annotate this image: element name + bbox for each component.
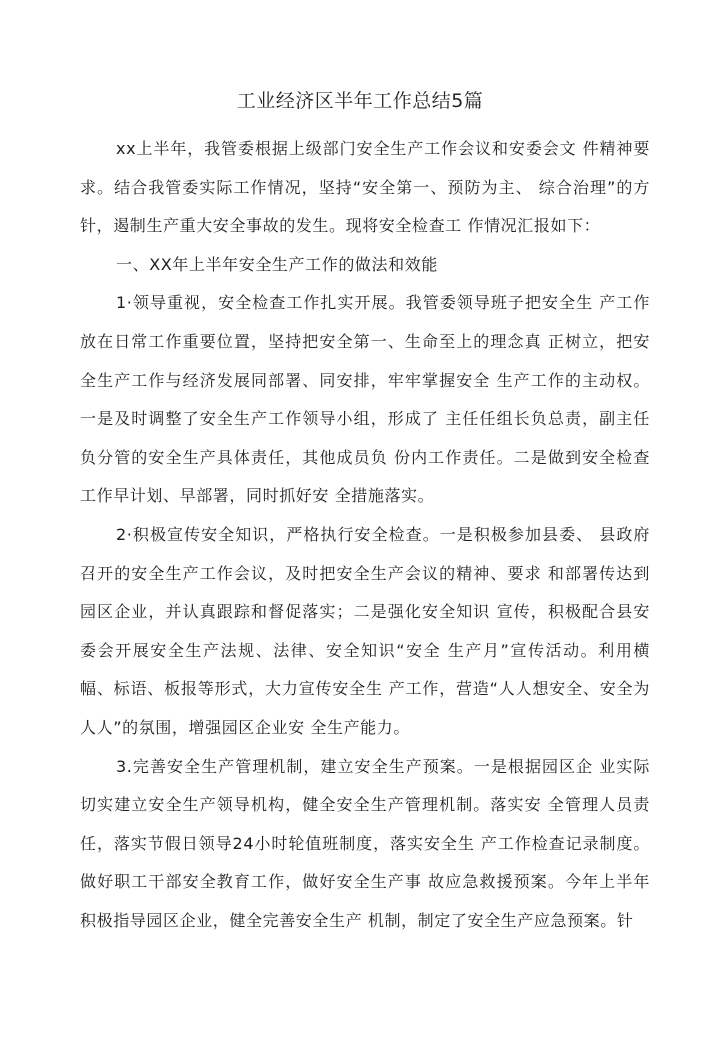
item-1-paragraph: 1·领导重视，安全检查工作扎实开展。我管委领导班子把安全生 产工作放在日常工作重要位置，坚持把安全第一、生命至上的理念真 正树立，把安全生产工作与经济发展同部署、同安排，牢牢掌握安全 生产工作的主动权。一是及时调整了安全生产工作领导小组，形成了 主任任组长负总责，副主任负分管的安全生产具体责任，其他成员负 份内工作责任。二是做到安全检查工作早计划、早部署，同时抓好安 全措施落实。	[80, 293, 650, 506]
item-3-paragraph: 3.完善安全生产管理机制，建立安全生产预案。一是根据园区企 业实际切实建立安全生产领导机构，健全安全生产管理机制。落实安 全管理人员责任，落实节假日领导24小时轮值班制度，落实安全生 产工作检查记录制度。做好职工干部安全教育工作，做好安全生产事 故应急救援预案。今年上半年积极指导园区企业，健全完善安全生产 机制，制定了安全生产应急预案。针	[80, 756, 650, 930]
document-title: 工业经济区半年工作总结5篇	[236, 90, 484, 112]
section-heading: 一、XX年上半年安全生产工作的做法和效能	[116, 254, 438, 274]
item-2-paragraph: 2·积极宣传安全知识，严格执行安全检查。一是积极参加县委、 县政府召开的安全生产工作会议，及时把安全生产会议的精神、要求 和部署传达到园区企业，并认真跟踪和督促落实；二是强化安全知识 宣传，积极配合县安委会开展安全生产法规、法律、安全知识“安全 生产月”宣传活动。利用横幅、标语、板报等形式，大力宣传安全生 产工作，营造“人人想安全、安全为人人”的氛围，增强园区企业安 全生产能力。	[80, 524, 650, 737]
intro-paragraph: xx上半年，我管委根据上级部门安全生产工作会议和安委会文 件精神要求。结合我管委实际工作情况，坚持“安全第一、预防为主、 综合治理”的方针，遏制生产重大安全事故的发生。现将安全检查工 作情况汇报如下：	[80, 139, 650, 236]
document-body	[80, 130, 650, 940]
